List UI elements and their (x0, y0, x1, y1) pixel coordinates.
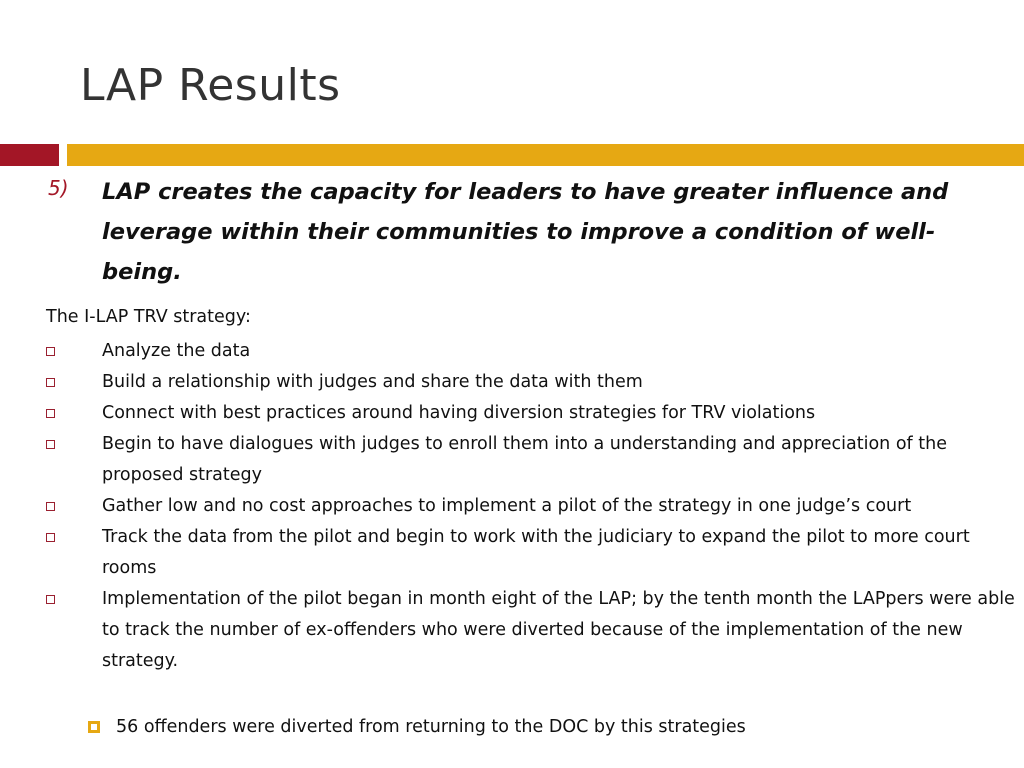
slide-title: LAP Results (80, 60, 341, 111)
list-item (44, 491, 1019, 522)
list-item (44, 336, 1019, 367)
list-item-text: Connect with best practices around having diversion strategies for TRV violations (102, 403, 816, 423)
list-item-text: Gather low and no cost approaches to implement a pilot of the strategy in one judge’s court (102, 496, 912, 516)
hollow-square-bullet-icon (46, 595, 55, 604)
list-item-text: Begin to have dialogues with judges to enroll them into a understanding and appreciation of the proposed strategy (102, 434, 947, 485)
sub-list-item (88, 712, 1024, 743)
hollow-square-bullet-icon (46, 533, 55, 542)
hollow-square-bullet-icon (46, 378, 55, 387)
bullet-inner-square (91, 724, 97, 730)
sub-list-item-text: 56 offenders were diverted from returning to the DOC by this strategies (116, 717, 746, 737)
list-item (44, 429, 1019, 491)
list-item (44, 398, 1019, 429)
gold-square-bullet-icon (88, 721, 100, 733)
list-item-text: Track the data from the pilot and begin to work with the judiciary to expand the pilot to more court rooms (102, 527, 970, 578)
list-item-text: Analyze the data (102, 341, 251, 361)
point-text: LAP creates the capacity for leaders to have greater influence and leverage within their communities to improve a condition of well-being. (102, 179, 949, 285)
list-item-text: Build a relationship with judges and share the data with them (102, 372, 643, 392)
point-number: 5) (48, 176, 69, 200)
strategy-heading: The I-LAP TRV strategy: (46, 307, 251, 327)
hollow-square-bullet-icon (46, 502, 55, 511)
hollow-square-bullet-icon (46, 347, 55, 356)
hollow-square-bullet-icon (46, 409, 55, 418)
title-divider-red (0, 144, 59, 166)
strategy-list (44, 336, 1019, 677)
numbered-point (48, 172, 1008, 292)
list-item (44, 584, 1019, 677)
hollow-square-bullet-icon (46, 440, 55, 449)
list-item (44, 522, 1019, 584)
list-item (44, 367, 1019, 398)
title-divider-gold (67, 144, 1024, 166)
list-item-text: Implementation of the pilot began in month eight of the LAP; by the tenth month the LAPpers were able to track the number of ex-offenders who were diverted because of the implementation of the new strategy. (102, 589, 1015, 671)
